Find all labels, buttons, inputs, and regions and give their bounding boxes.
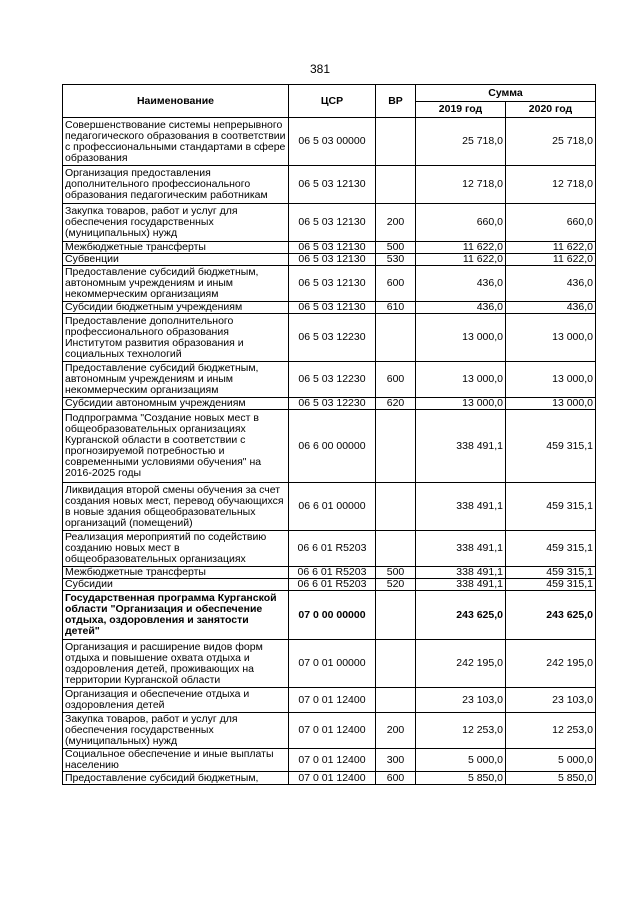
row-vr-code: 610 — [376, 302, 416, 314]
row-vr-code: 500 — [376, 567, 416, 579]
row-sum-2019: 13 000,0 — [416, 314, 506, 362]
table-row — [63, 314, 596, 362]
row-sum-2019: 338 491,1 — [416, 567, 506, 579]
row-name: Субвенции — [63, 254, 289, 266]
row-sum-2019: 11 622,0 — [416, 242, 506, 254]
row-sum-2019: 243 625,0 — [416, 591, 506, 640]
row-sum-2020: 436,0 — [506, 266, 596, 302]
row-sum-2019: 338 491,1 — [416, 410, 506, 483]
row-sum-2019: 436,0 — [416, 266, 506, 302]
table-row — [63, 749, 596, 772]
row-name: Межбюджетные трансферты — [63, 567, 289, 579]
row-sum-2020: 459 315,1 — [506, 410, 596, 483]
row-csr-code: 06 6 01 R5203 — [289, 567, 376, 579]
row-name: Субсидии бюджетным учреждениям — [63, 302, 289, 314]
row-sum-2019: 11 622,0 — [416, 254, 506, 266]
row-sum-2020: 660,0 — [506, 204, 596, 242]
row-sum-2020: 5 850,0 — [506, 772, 596, 785]
row-csr-code: 07 0 00 00000 — [289, 591, 376, 640]
table-row — [63, 302, 596, 314]
row-vr-code: 600 — [376, 362, 416, 398]
row-sum-2019: 338 491,1 — [416, 531, 506, 567]
row-sum-2020: 459 315,1 — [506, 483, 596, 531]
row-csr-code: 06 5 03 12130 — [289, 254, 376, 266]
row-sum-2020: 13 000,0 — [506, 314, 596, 362]
table-row — [63, 242, 596, 254]
row-vr-code — [376, 591, 416, 640]
row-vr-code: 200 — [376, 713, 416, 749]
row-csr-code: 06 6 01 00000 — [289, 483, 376, 531]
row-sum-2020: 25 718,0 — [506, 118, 596, 166]
row-csr-code: 06 5 03 12130 — [289, 242, 376, 254]
row-sum-2020: 243 625,0 — [506, 591, 596, 640]
row-csr-code: 06 6 01 R5203 — [289, 579, 376, 591]
page-number: 381 — [309, 62, 331, 76]
row-vr-code: 620 — [376, 398, 416, 410]
row-vr-code: 600 — [376, 266, 416, 302]
row-name: Организация и обеспечение отдыха и оздоровления детей — [63, 688, 289, 713]
row-vr-code: 300 — [376, 749, 416, 772]
row-sum-2020: 242 195,0 — [506, 640, 596, 688]
row-vr-code: 500 — [376, 242, 416, 254]
row-csr-code: 06 5 03 00000 — [289, 118, 376, 166]
header-csr: ЦСР — [289, 85, 376, 118]
row-sum-2019: 338 491,1 — [416, 483, 506, 531]
row-vr-code — [376, 314, 416, 362]
row-sum-2019: 13 000,0 — [416, 398, 506, 410]
table-row — [63, 579, 596, 591]
table-row — [63, 118, 596, 166]
row-sum-2020: 13 000,0 — [506, 398, 596, 410]
row-csr-code: 07 0 01 12400 — [289, 713, 376, 749]
table-row — [63, 204, 596, 242]
table-row — [63, 567, 596, 579]
table-row — [63, 640, 596, 688]
row-csr-code: 06 5 03 12130 — [289, 204, 376, 242]
row-name: Предоставление субсидий бюджетным, — [63, 772, 289, 785]
row-vr-code — [376, 640, 416, 688]
table-row — [63, 591, 596, 640]
row-sum-2020: 13 000,0 — [506, 362, 596, 398]
budget-table — [62, 84, 596, 785]
row-csr-code: 07 0 01 12400 — [289, 772, 376, 785]
row-sum-2020: 11 622,0 — [506, 254, 596, 266]
row-name: Государственная программа Курганской области "Организация и обеспечение отдыха, оздоровления и занятости детей" — [63, 591, 289, 640]
row-name: Предоставление субсидий бюджетным, автономным учреждениям и иным некоммерческим организациям — [63, 362, 289, 398]
row-name: Реализация мероприятий по содействию созданию новых мест в общеобразовательных организациях — [63, 531, 289, 567]
row-sum-2020: 23 103,0 — [506, 688, 596, 713]
row-csr-code: 06 5 03 12130 — [289, 266, 376, 302]
row-name: Совершенствование системы непрерывного педагогического образования в соответствии с профессиональными стандартами в сфере образования — [63, 118, 289, 166]
row-csr-code: 06 5 03 12130 — [289, 302, 376, 314]
row-name: Субсидии автономным учреждениям — [63, 398, 289, 410]
row-sum-2019: 23 103,0 — [416, 688, 506, 713]
row-name: Межбюджетные трансферты — [63, 242, 289, 254]
row-csr-code: 06 5 03 12230 — [289, 362, 376, 398]
row-csr-code: 06 6 00 00000 — [289, 410, 376, 483]
row-name: Закупка товаров, работ и услуг для обеспечения государственных (муниципальных) нужд — [63, 713, 289, 749]
table-row — [63, 772, 596, 785]
row-name: Организация и расширение видов форм отдыха и повышение охвата отдыха и оздоровления детей, проживающих на территории Курганской области — [63, 640, 289, 688]
row-sum-2019: 338 491,1 — [416, 579, 506, 591]
row-vr-code — [376, 166, 416, 204]
row-vr-code: 600 — [376, 772, 416, 785]
row-csr-code: 07 0 01 12400 — [289, 688, 376, 713]
row-sum-2020: 459 315,1 — [506, 531, 596, 567]
row-name: Организация предоставления дополнительного профессионального образования педагогическим работникам — [63, 166, 289, 204]
row-csr-code: 07 0 01 12400 — [289, 749, 376, 772]
row-sum-2020: 12 253,0 — [506, 713, 596, 749]
row-vr-code — [376, 410, 416, 483]
row-csr-code: 06 6 01 R5203 — [289, 531, 376, 567]
row-sum-2019: 436,0 — [416, 302, 506, 314]
row-name: Предоставление субсидий бюджетным, автономным учреждениям и иным некоммерческим организациям — [63, 266, 289, 302]
row-csr-code: 07 0 01 00000 — [289, 640, 376, 688]
row-vr-code — [376, 688, 416, 713]
header-vr: ВР — [376, 85, 416, 118]
table-row — [63, 483, 596, 531]
row-sum-2019: 242 195,0 — [416, 640, 506, 688]
row-sum-2020: 459 315,1 — [506, 567, 596, 579]
row-vr-code: 200 — [376, 204, 416, 242]
row-sum-2019: 12 718,0 — [416, 166, 506, 204]
row-vr-code — [376, 483, 416, 531]
row-vr-code — [376, 118, 416, 166]
row-sum-2019: 5 000,0 — [416, 749, 506, 772]
row-name: Закупка товаров, работ и услуг для обеспечения государственных (муниципальных) нужд — [63, 204, 289, 242]
row-name: Предоставление дополнительного профессионального образования Институтом развития образования и социальных технологий — [63, 314, 289, 362]
table-row — [63, 688, 596, 713]
row-sum-2019: 13 000,0 — [416, 362, 506, 398]
row-name: Ликвидация второй смены обучения за счет создания новых мест, перевод обучающихся в новые здания общеобразовательных организаций (помещений) — [63, 483, 289, 531]
row-vr-code: 530 — [376, 254, 416, 266]
row-sum-2019: 12 253,0 — [416, 713, 506, 749]
row-sum-2019: 5 850,0 — [416, 772, 506, 785]
header-year-2020: 2020 год — [506, 102, 596, 118]
row-sum-2019: 25 718,0 — [416, 118, 506, 166]
row-csr-code: 06 5 03 12230 — [289, 314, 376, 362]
table-row — [63, 713, 596, 749]
row-sum-2019: 660,0 — [416, 204, 506, 242]
table-row — [63, 266, 596, 302]
row-csr-code: 06 5 03 12130 — [289, 166, 376, 204]
row-sum-2020: 436,0 — [506, 302, 596, 314]
table-row — [63, 410, 596, 483]
row-vr-code: 520 — [376, 579, 416, 591]
table-row — [63, 531, 596, 567]
row-vr-code — [376, 531, 416, 567]
row-sum-2020: 5 000,0 — [506, 749, 596, 772]
header-year-2019: 2019 год — [416, 102, 506, 118]
row-sum-2020: 12 718,0 — [506, 166, 596, 204]
row-name: Подпрограмма "Создание новых мест в общеобразовательных организациях Курганской области в соответствии с прогнозируемой потребностью и современными условиями обучения" на 2016-2025 годы — [63, 410, 289, 483]
row-csr-code: 06 5 03 12230 — [289, 398, 376, 410]
table-row — [63, 398, 596, 410]
table-row — [63, 254, 596, 266]
row-name: Субсидии — [63, 579, 289, 591]
row-sum-2020: 459 315,1 — [506, 579, 596, 591]
row-sum-2020: 11 622,0 — [506, 242, 596, 254]
header-sum: Сумма — [416, 85, 596, 102]
table-row — [63, 166, 596, 204]
row-name: Социальное обеспечение и иные выплаты населению — [63, 749, 289, 772]
table-row — [63, 362, 596, 398]
header-name: Наименование — [63, 85, 289, 118]
table-body — [63, 118, 596, 785]
